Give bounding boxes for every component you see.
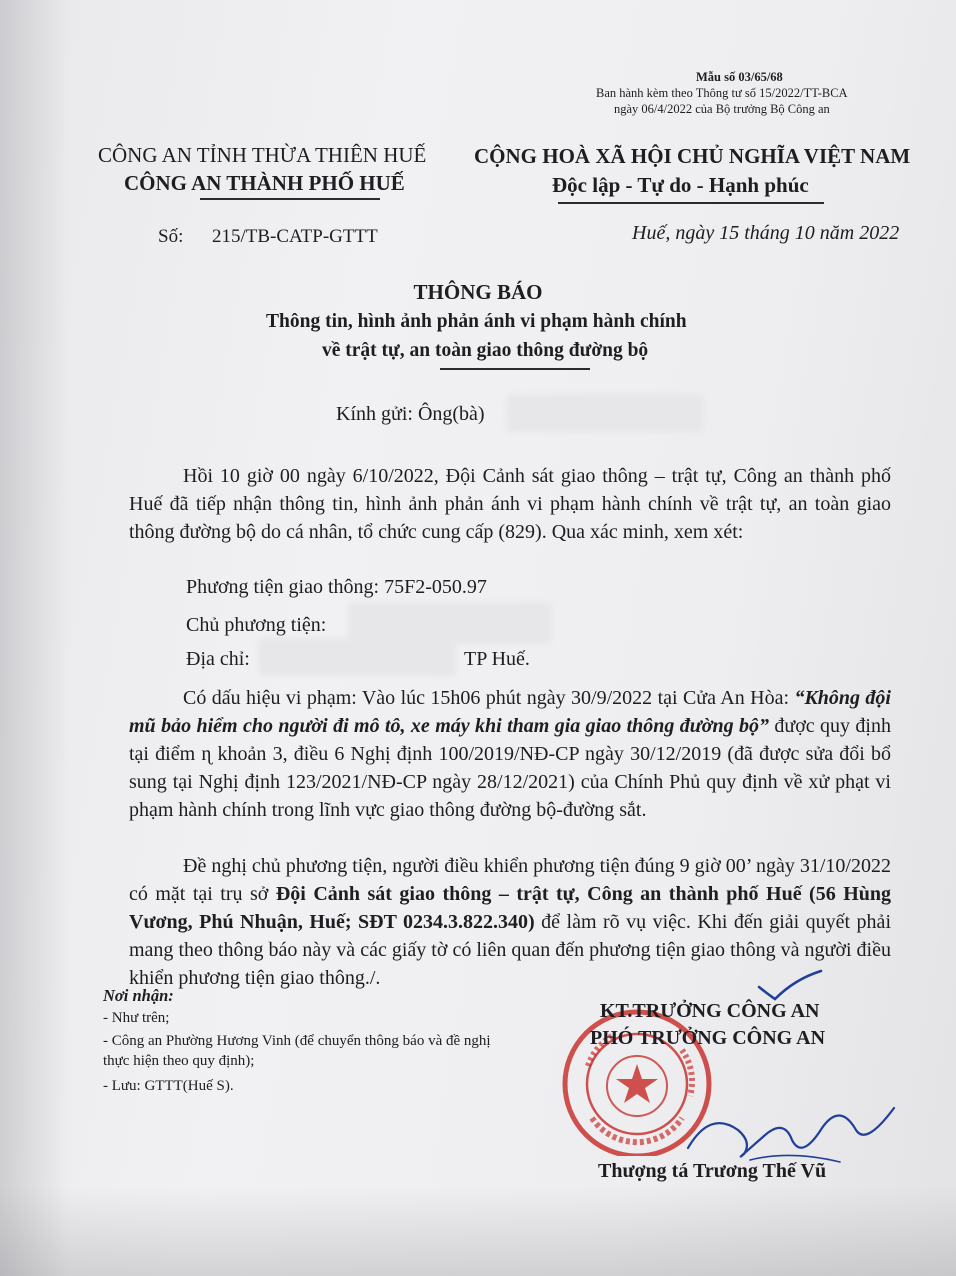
form-issued-line1: Ban hành kèm theo Thông tư số 15/2022/TT-BCA bbox=[596, 86, 848, 100]
signature-title-line2: PHÓ TRƯỞNG CÔNG AN bbox=[590, 1027, 826, 1049]
subtitle-underline bbox=[440, 368, 590, 370]
violation-intro: Có dấu hiệu vi phạm: Vào lúc 15h06 phút ngày 30/9/2022 tại Cửa An Hòa: bbox=[183, 687, 795, 709]
recipient-item: - Lưu: GTTT(Huế S). bbox=[103, 1078, 234, 1094]
signature-title-line1: KT.TRƯỞNG CÔNG AN bbox=[600, 1000, 820, 1022]
paragraph-violation bbox=[129, 684, 891, 824]
violation-legal-basis: được quy định tại điểm ɳ khoản 3, điều 6 Nghị định 100/2019/NĐ-CP ngày 30/12/2019 (đã được sửa đổi bổ sung tại Nghị định 123/2021/NĐ-CP ngày 28/12/2021) của Chính Phủ quy định về xử phạt vi phạm hành chính trong lĩnh vực giao thông đường bộ-đường sắt. bbox=[129, 715, 891, 821]
form-number: Mẫu số 03/65/68 bbox=[696, 70, 783, 84]
photo-shadow-bottom bbox=[0, 1186, 956, 1276]
doc-number: 215/TB-CATP-GTTT bbox=[212, 226, 378, 247]
nation-motto: Độc lập - Tự do - Hạnh phúc bbox=[552, 173, 809, 197]
agency-parent: CÔNG AN TỈNH THỪA THIÊN HUẾ bbox=[98, 143, 427, 167]
request-intro: Đề nghị chủ phương tiện, người điều khiển phương tiện đúng 9 giờ 00’ ngày 31/10/2022 có mặt tại trụ sở bbox=[129, 855, 891, 905]
doc-title: THÔNG BÁO bbox=[413, 280, 543, 304]
vehicle-line: Phương tiện giao thông: 75F2-050.97 bbox=[186, 576, 487, 598]
recipient-item: - Công an Phường Hương Vinh (để chuyển thông báo và đề nghị thực hiện theo quy định); bbox=[103, 1033, 491, 1069]
redacted-name bbox=[510, 398, 700, 428]
motto-underline bbox=[558, 202, 824, 204]
greeting: Kính gửi: Ông(bà) bbox=[336, 403, 485, 425]
agency-underline bbox=[200, 198, 380, 200]
agency-name: CÔNG AN THÀNH PHỐ HUẾ bbox=[124, 171, 405, 195]
request-office: Đội Cảnh sát giao thông – trật tự, Công an thành phố Huế (56 Hùng Vương, Phú Nhuận, Huế; SĐT 0234.3.822.340) bbox=[129, 883, 891, 933]
photo-shadow-left bbox=[0, 0, 70, 1276]
recipient-item: - Như trên; bbox=[103, 1010, 170, 1026]
redacted-address bbox=[262, 642, 452, 672]
redacted-owner bbox=[352, 606, 548, 640]
nation-name: CỘNG HOÀ XÃ HỘI CHỦ NGHĨA VIỆT NAM bbox=[474, 144, 911, 168]
violation-quote: “Không đội mũ bảo hiểm cho người đi mô tô, xe máy khi tham gia giao thông đường bộ” bbox=[129, 687, 891, 737]
form-issued-line2: ngày 06/4/2022 của Bộ trưởng Bộ Công an bbox=[614, 102, 830, 116]
doc-number-label: Số: bbox=[158, 226, 184, 247]
place-date: Huế, ngày 15 tháng 10 năm 2022 bbox=[632, 222, 900, 244]
paragraph-receipt: Hồi 10 giờ 00 ngày 6/10/2022, Đội Cảnh sát giao thông – trật tự, Công an thành phố Huế đã tiếp nhận thông tin, hình ảnh phản ánh vi phạm hành chính về trật tự, an toàn giao thông đường bộ do cá nhân, tổ chức cung cấp (829). Qua xác minh, xem xét: bbox=[129, 465, 891, 543]
doc-subtitle-line1: Thông tin, hình ảnh phản ánh vi phạm hành chính bbox=[266, 311, 687, 332]
signer-name: Thượng tá Trương Thế Vũ bbox=[598, 1160, 827, 1182]
address-label: Địa chỉ: bbox=[186, 648, 250, 670]
address-city: TP Huế. bbox=[464, 648, 530, 670]
owner-line: Chủ phương tiện: bbox=[186, 614, 327, 636]
recipients-title: Nơi nhận: bbox=[103, 986, 174, 1005]
doc-subtitle-line2: về trật tự, an toàn giao thông đường bộ bbox=[322, 340, 649, 361]
check-mark-icon bbox=[755, 965, 825, 1005]
request-rest: để làm rõ vụ việc. Khi đến giải quyết phải mang theo thông báo này và các giấy tờ có liên quan đến phương tiện giao thông và người điều khiển phương tiện giao thông./. bbox=[129, 911, 891, 989]
